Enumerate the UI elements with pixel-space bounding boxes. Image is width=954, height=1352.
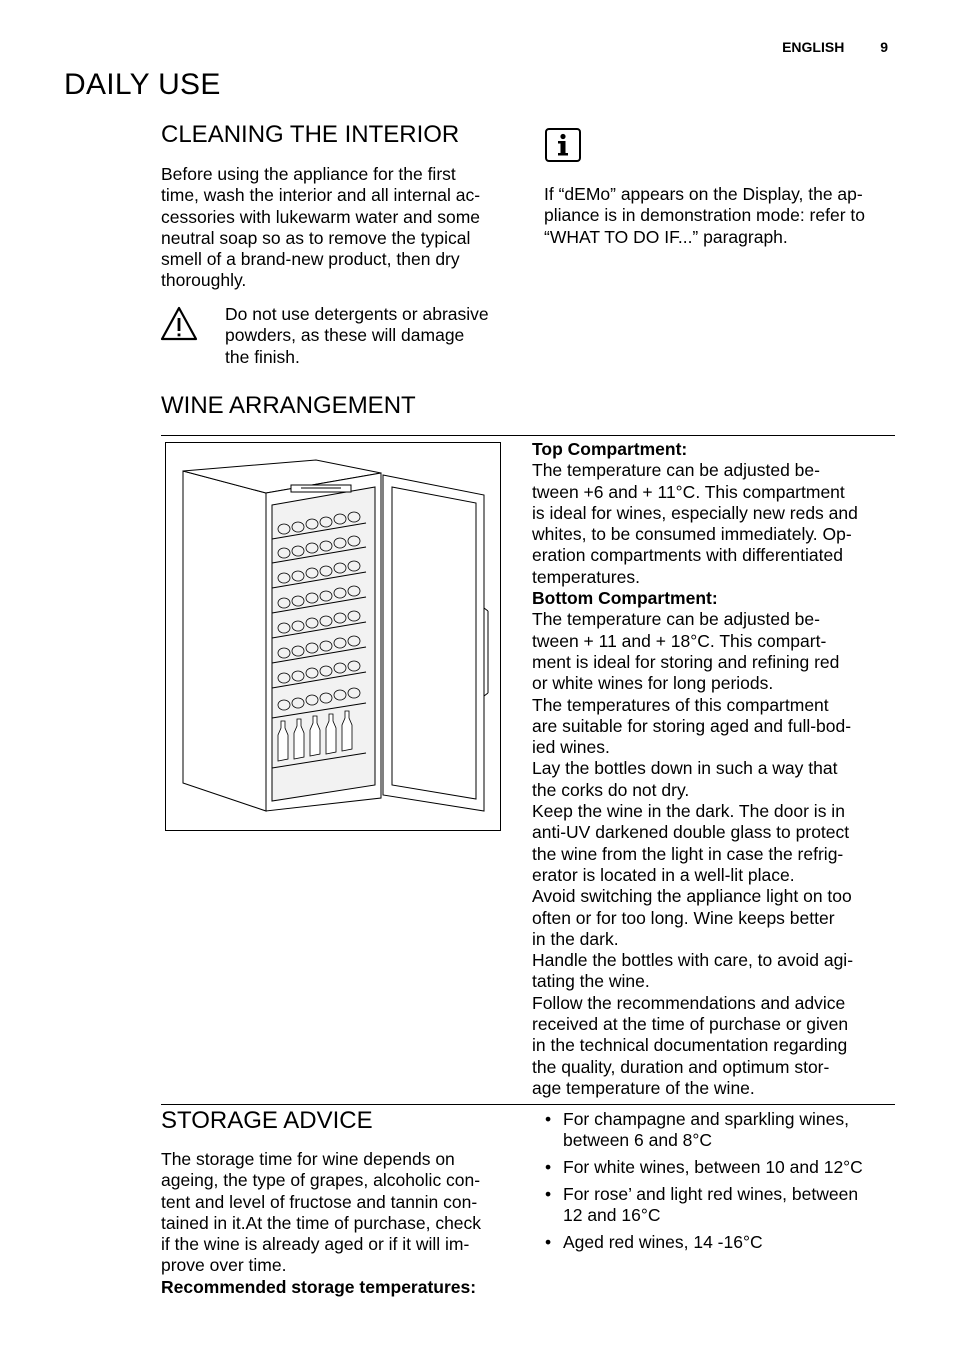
divider	[161, 435, 895, 436]
cleaning-text	[161, 164, 521, 292]
text-line: • For rose’ and light red wines, between	[563, 1183, 859, 1204]
text-line: cessories with lukewarm water and some	[161, 206, 481, 227]
language-label: ENGLISH	[782, 39, 845, 55]
storage-heading: STORAGE ADVICE	[161, 1107, 373, 1134]
text-line: Avoid switching the appliance light on too	[532, 886, 852, 907]
recommended-temperatures-label: Recommended storage temperatures:	[161, 1276, 477, 1297]
info-icon	[545, 128, 581, 162]
info-text	[544, 184, 904, 248]
wine-cabinet-illustration	[165, 442, 501, 831]
text-line: 12 and 16°C	[563, 1205, 661, 1226]
text-line: The temperatures of this compartment	[532, 694, 829, 715]
text-line: age temperature of the wine.	[532, 1077, 755, 1098]
text-line: temperatures.	[532, 566, 640, 587]
wine-text	[532, 439, 892, 1099]
text-line: tween + 11 and + 18°C. This compart-	[532, 630, 827, 651]
text-line: If “dEMo” appears on the Display, the ap-	[544, 184, 863, 204]
page-header	[782, 39, 888, 55]
text-line: thoroughly.	[161, 270, 247, 291]
text-line: in the technical documentation regarding	[532, 1035, 848, 1056]
text-line: prove over time.	[161, 1255, 287, 1276]
text-line: the finish.	[225, 346, 300, 367]
text-line: whites, to be consumed immediately. Op-	[532, 524, 852, 545]
text-line: tent and level of fructose and tannin con-	[161, 1191, 478, 1212]
text-line: if the wine is already aged or if it will im-	[161, 1234, 470, 1255]
text-line: is ideal for wines, especially new reds and	[532, 502, 858, 523]
wine-heading: WINE ARRANGEMENT	[161, 392, 416, 419]
text-line: pliance is in demonstration mode: refer to	[544, 205, 865, 226]
text-line: often or for too long. Wine keeps better	[532, 907, 835, 928]
text-line: The temperature can be adjusted be-	[532, 609, 820, 630]
text-line: or white wines for long periods.	[532, 673, 774, 694]
page-number: 9	[880, 39, 888, 55]
wine-cabinet-drawing	[166, 443, 499, 829]
text-line: Keep the wine in the dark. The door is in	[532, 801, 845, 822]
text-line: eration compartments with differentiated	[532, 545, 843, 566]
text-line: • For champagne and sparkling wines,	[563, 1109, 849, 1129]
text-line: the wine from the light in case the refrig-	[532, 843, 844, 864]
text-line: are suitable for storing aged and full-bod-	[532, 715, 852, 736]
text-line: anti-UV darkened double glass to protect	[532, 822, 850, 843]
text-line: • For white wines, between 10 and 12°C	[563, 1157, 863, 1178]
text-line: “WHAT TO DO IF...” paragraph.	[544, 226, 788, 247]
list-item	[545, 1184, 890, 1227]
warning-icon	[159, 305, 199, 343]
text-line: time, wash the interior and all internal ac-	[161, 185, 481, 206]
text-line: tating the wine.	[532, 971, 650, 992]
text-line: ment is ideal for storing and refining red	[532, 651, 840, 672]
text-line: in the dark.	[532, 928, 619, 949]
text-line: ageing, the type of grapes, alcoholic con-	[161, 1170, 481, 1191]
page-title: DAILY USE	[64, 68, 221, 101]
bottom-compartment-label: Bottom Compartment:	[532, 588, 718, 609]
text-line: The storage time for wine depends on	[161, 1149, 455, 1169]
text-line: Lay the bottles down in such a way that	[532, 758, 838, 779]
text-line: • Aged red wines, 14 -16°C	[563, 1231, 763, 1252]
text-line: the corks do not dry.	[532, 779, 690, 800]
text-line: powders, as these will damage	[225, 325, 465, 346]
text-line: tween +6 and + 11°C. This compartment	[532, 481, 845, 502]
text-line: neutral soap so as to remove the typical	[161, 227, 471, 248]
warning-text	[225, 304, 525, 368]
text-line: Do not use detergents or abrasive	[225, 304, 489, 324]
text-line: smell of a brand-new product, then dry	[161, 249, 460, 270]
text-line: erator is located in a well-lit place.	[532, 864, 795, 885]
text-line: Handle the bottles with care, to avoid agi-	[532, 950, 854, 971]
top-compartment-label: Top Compartment:	[532, 439, 688, 459]
text-line: The temperature can be adjusted be-	[532, 460, 820, 481]
text-line: ied wines.	[532, 737, 610, 758]
text-line: between 6 and 8°C	[563, 1130, 713, 1151]
text-line: Before using the appliance for the first	[161, 164, 456, 184]
cleaning-heading: CLEANING THE INTERIOR	[161, 121, 460, 148]
temperature-list	[545, 1109, 890, 1259]
text-line: Follow the recommendations and advice	[532, 992, 846, 1013]
list-item	[545, 1157, 890, 1178]
storage-text	[161, 1149, 526, 1298]
text-line: the quality, duration and optimum stor-	[532, 1056, 830, 1077]
divider	[161, 1104, 895, 1105]
list-item	[545, 1232, 890, 1253]
text-line: tained in it.At the time of purchase, check	[161, 1212, 482, 1233]
list-item	[545, 1109, 890, 1152]
text-line: received at the time of purchase or given	[532, 1014, 849, 1035]
